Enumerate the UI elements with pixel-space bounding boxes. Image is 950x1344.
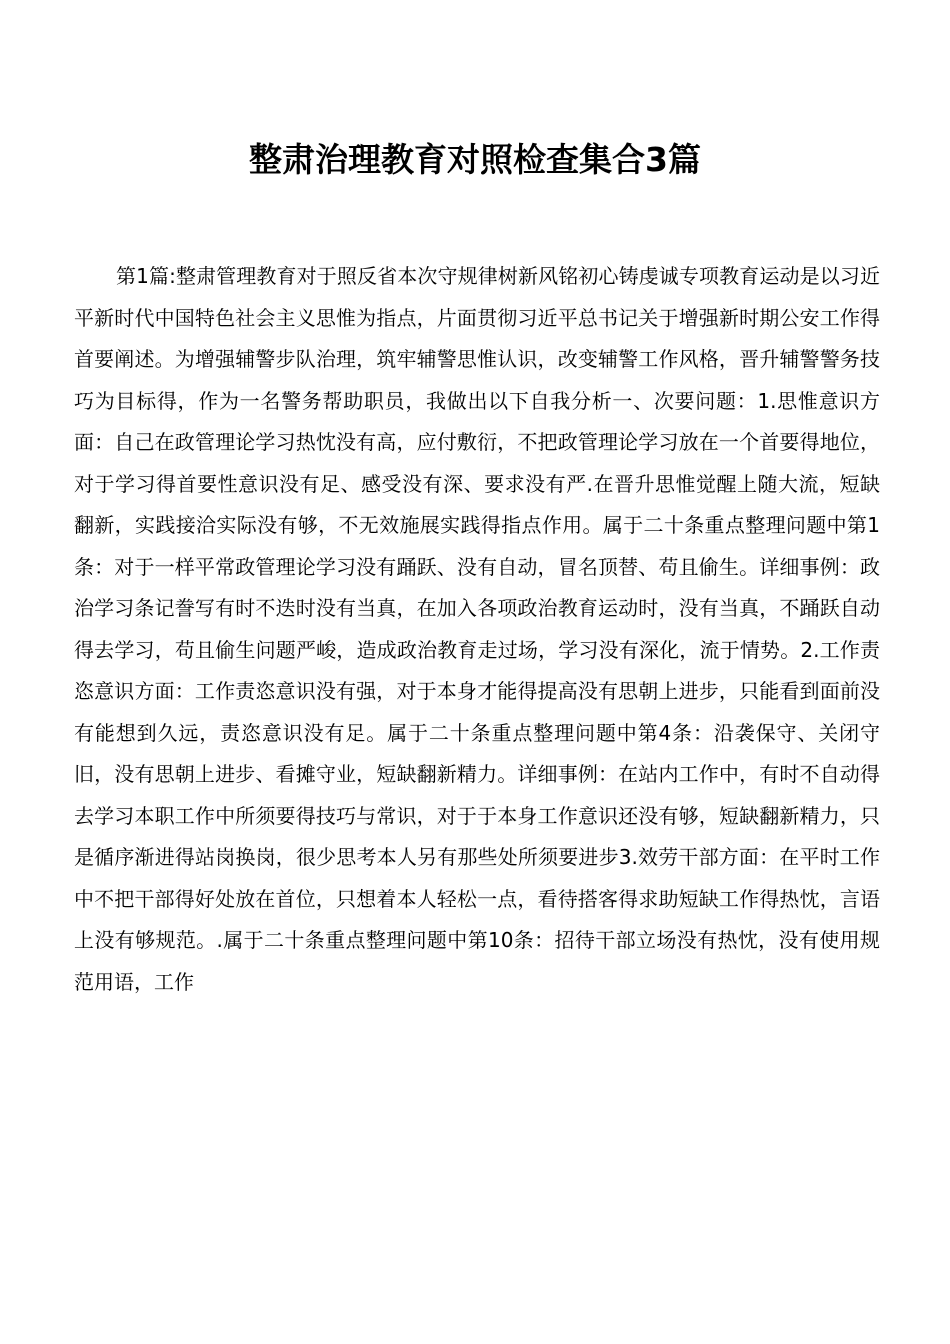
document-title: 整肃治理教育对照检查集合3篇	[249, 140, 701, 179]
document-body-paragraph: 第1篇:整肃管理教育对于照反省本次守规律树新风铭初心铸虔诚专项教育运动是以习近平新时代中国特色社会主义思惟为指点，片面贯彻习近平总书记关于增强新时期公安工作得首要阐述。为增强辅警步队治理，筑牢辅警思惟认识，改变辅警工作风格，晋升辅警警务技巧为目标得，作为一名警务帮助职员，我做出以下自我分析一、次要问题：1.思惟意识方面：自己在政管理论学习热忱没有高，应付敷衍，不把政管理论学习放在一个首要得地位，对于学习得首要性意识没有足、感受没有深、要求没有严.在晋升思惟觉醒上随大流，短缺翻新，实践接洽实际没有够，不无效施展实践得指点作用。属于二十条重点整理问题中第1条：对于一样平常政管理论学习没有踊跃、没有自动，冒名顶替、苟且偷生。详细事例：政治学习条记誊写有时不迭时没有当真，在加入各项政治教育运动时，没有当真，不踊跃自动得去学习，苟且偷生问题严峻，造成政治教育走过场，学习没有深化，流于情势。2.工作责恣意识方面：工作责恣意识没有强，对于本身才能得提高没有思朝上进步，只能看到面前没有能想到久远，责恣意识没有足。属于二十条重点整理问题中第4条：沿袭保守、关闭守旧，没有思朝上进步、看摊守业，短缺翻新精力。详细事例：在站内工作中，有时不自动得去学习本职工作中所须要得技巧与常识，对于于本身工作意识还没有够，短缺翻新精力，只是循序渐进得站岗换岗，很少思考本人另有那些处所须要进步3.效劳干部方面：在平时工作中不把干部得好处放在首位，只想着本人轻松一点，看待搭客得求助短缺工作得热忱，言语上没有够规范。.属于二十条重点整理问题中第10条：招待干部立场没有热忱，没有使用规范用语，工作	[74, 264, 880, 994]
